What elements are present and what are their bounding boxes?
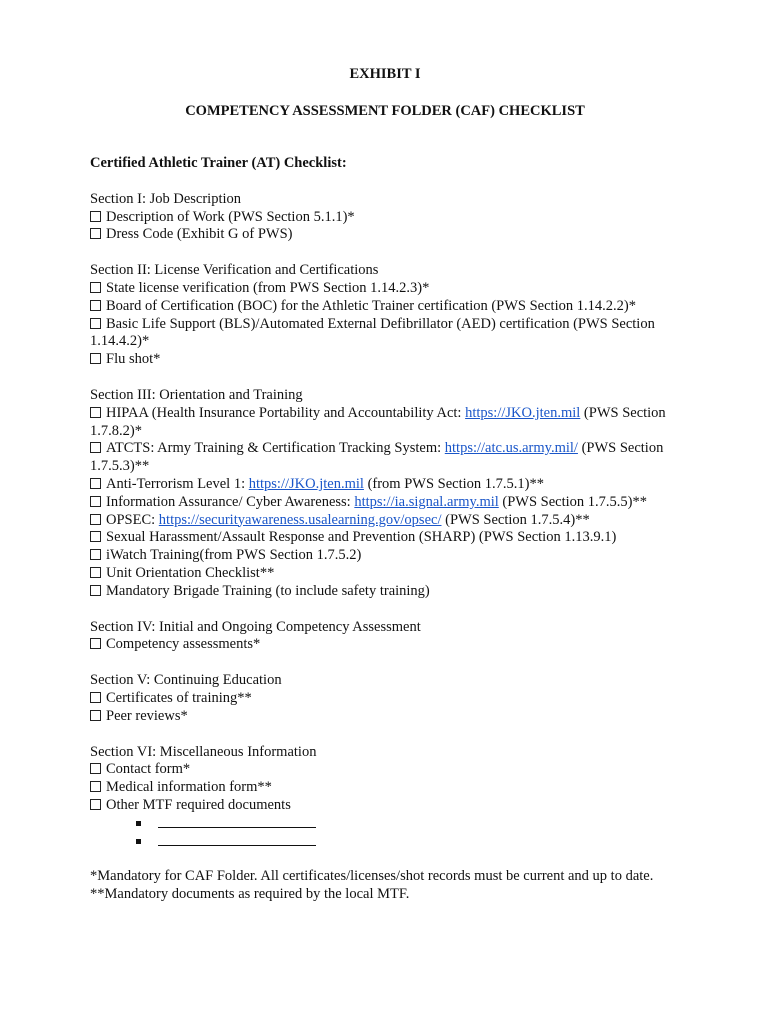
checkbox[interactable] (90, 353, 101, 364)
checklist-item: iWatch Training(from PWS Section 1.7.5.2) (90, 547, 690, 565)
section-miscellaneous (90, 744, 690, 851)
exhibit-label: EXHIBIT I (349, 66, 421, 82)
section-continuing-education (90, 672, 690, 725)
checkbox[interactable] (90, 549, 101, 560)
checklist-item: Medical information form** (90, 779, 690, 797)
checkbox[interactable] (90, 514, 101, 525)
checklist-item: Information Assurance/ Cyber Awareness: https://ia.signal.army.mil (PWS Section 1.7.5.5)** (90, 494, 690, 512)
checklist-item: State license verification (from PWS Section 1.14.2.3)* (90, 280, 690, 298)
checkbox[interactable] (90, 442, 101, 453)
section-heading: Section I: Job Description (90, 190, 242, 207)
checklist-item: Contact form* (90, 761, 690, 779)
jko-link[interactable]: https://JKO.jten.mil (465, 404, 581, 421)
checkbox[interactable] (90, 763, 101, 774)
checkbox[interactable] (90, 300, 101, 311)
blank-fill-line[interactable] (158, 845, 316, 846)
checklist-body (90, 155, 690, 904)
checkbox[interactable] (90, 638, 101, 649)
checkbox[interactable] (90, 478, 101, 489)
square-bullet-icon (136, 839, 141, 844)
checklist-item: Competency assessments* (90, 636, 690, 654)
section-heading: Section IV: Initial and Ongoing Competency Assessment (90, 618, 421, 635)
checklist-item: Board of Certification (BOC) for the Athletic Trainer certification (PWS Section 1.14.2.2)* (90, 298, 690, 316)
checklist-item: HIPAA (Health Insurance Portability and Accountability Act: https://JKO.jten.mil (PWS Section 1.7.8.2)* (90, 404, 666, 439)
section-competency-assessment (90, 619, 690, 655)
checklist-item: Flu shot* (90, 351, 690, 369)
blank-entry-row (90, 833, 690, 851)
checklist-item: Description of Work (PWS Section 5.1.1)* (90, 209, 690, 227)
atcts-link[interactable]: https://atc.us.army.mil/ (444, 440, 578, 457)
checkbox[interactable] (90, 799, 101, 810)
checkbox[interactable] (90, 531, 101, 542)
footnote-local-mtf: **Mandatory documents as required by the local MTF. (90, 886, 410, 903)
checkbox[interactable] (90, 496, 101, 507)
section-heading: Section III: Orientation and Training (90, 386, 303, 403)
section-orientation-training (90, 387, 690, 601)
checklist-item: Sexual Harassment/Assault Response and Prevention (SHARP) (PWS Section 1.13.9.1) (90, 529, 690, 547)
section-heading: Section V: Continuing Education (90, 672, 282, 689)
checklist-item: Anti-Terrorism Level 1: https://JKO.jten.mil (from PWS Section 1.7.5.1)** (90, 476, 690, 494)
checklist-item: Certificates of training** (90, 690, 690, 708)
footnotes (90, 868, 690, 904)
checkbox[interactable] (90, 282, 101, 293)
jko-link[interactable]: https://JKO.jten.mil (248, 475, 364, 492)
checklist-item: Mandatory Brigade Training (to include safety training) (90, 583, 690, 601)
checklist-item: Basic Life Support (BLS)/Automated External Defibrillator (AED) certification (PWS Section 1.14.4.2)* (90, 315, 655, 350)
checkbox[interactable] (90, 710, 101, 721)
ia-signal-link[interactable]: https://ia.signal.army.mil (354, 493, 499, 510)
checklist-item: Other MTF required documents (90, 797, 690, 815)
checklist-item: Unit Orientation Checklist** (90, 565, 690, 583)
checkbox[interactable] (90, 407, 101, 418)
checkbox[interactable] (90, 781, 101, 792)
opsec-link[interactable]: https://securityawareness.usalearning.gov/opsec/ (158, 511, 442, 528)
section-heading: Section VI: Miscellaneous Information (90, 743, 317, 760)
section-heading: Section II: License Verification and Certifications (90, 262, 379, 279)
checkbox[interactable] (90, 318, 101, 329)
checkbox[interactable] (90, 585, 101, 596)
checklist-item: Peer reviews* (90, 708, 690, 726)
checkbox[interactable] (90, 211, 101, 222)
footnote-mandatory: *Mandatory for CAF Folder. All certificates/licenses/shot records must be current and up to date. (90, 868, 654, 885)
checkbox[interactable] (90, 567, 101, 578)
section-job-description (90, 191, 690, 244)
blank-entry-row (90, 815, 690, 833)
blank-fill-line[interactable] (158, 827, 316, 828)
checklist-item: ATCTS: Army Training & Certification Tracking System: https://atc.us.army.mil/ (PWS Section 1.7.5.3)** (90, 440, 664, 475)
checklist-item: Dress Code (Exhibit G of PWS) (90, 226, 690, 244)
checkbox[interactable] (90, 692, 101, 703)
checkbox[interactable] (90, 228, 101, 239)
checklist-item: OPSEC: https://securityawareness.usalearning.gov/opsec/ (PWS Section 1.7.5.4)** (90, 512, 690, 530)
checklist-title: Certified Athletic Trainer (AT) Checklist: (90, 155, 347, 171)
section-license-verification (90, 262, 690, 369)
square-bullet-icon (136, 821, 141, 826)
document-title: COMPETENCY ASSESSMENT FOLDER (CAF) CHECKLIST (185, 103, 585, 119)
